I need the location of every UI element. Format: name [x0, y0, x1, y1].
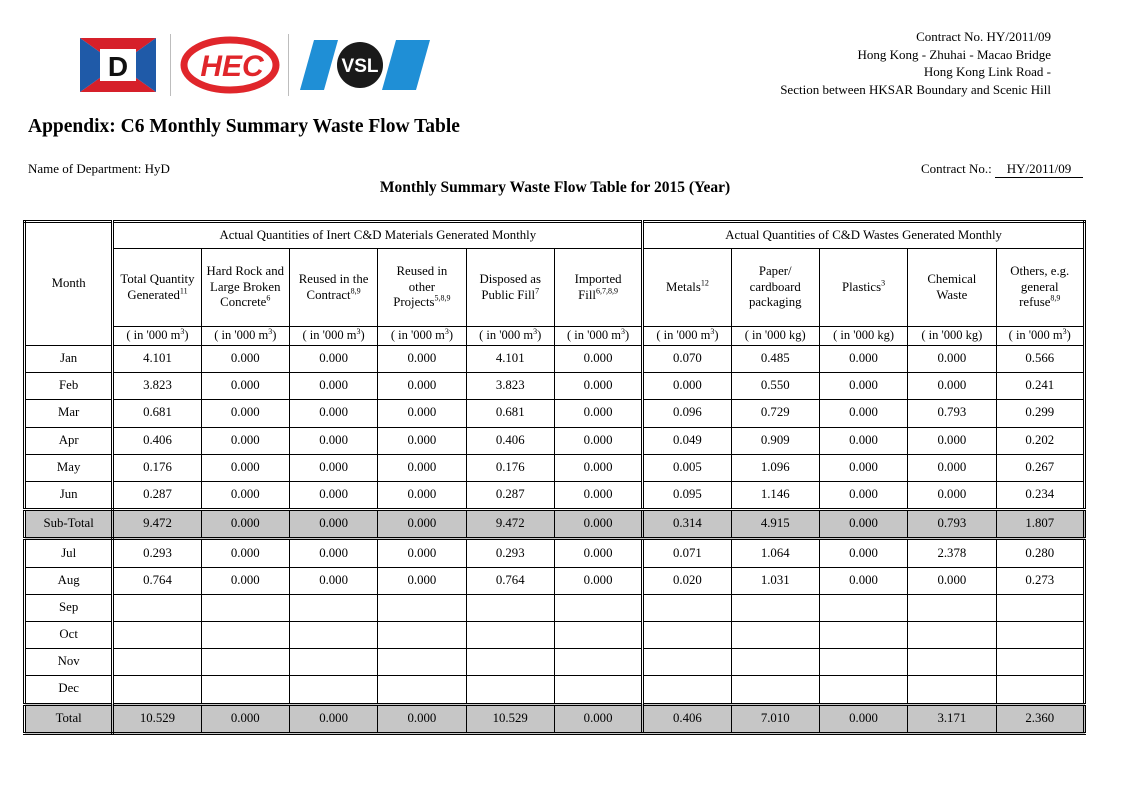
value-cell: 0.000	[289, 539, 377, 567]
value-cell: 0.000	[908, 346, 996, 373]
value-cell: 0.000	[554, 539, 642, 567]
value-cell: 0.000	[908, 454, 996, 481]
value-cell: 0.176	[466, 454, 554, 481]
value-cell: 0.020	[643, 567, 731, 594]
footnote-ref: 11	[179, 286, 188, 296]
month-row	[25, 539, 1085, 567]
value-cell: 0.000	[554, 510, 642, 539]
column-header-line: general	[1020, 279, 1059, 294]
footnote-ref: 6,7,8,9	[595, 286, 618, 296]
unit-text: )	[184, 328, 189, 343]
unit-label	[643, 327, 731, 346]
value-cell	[908, 676, 996, 704]
value-cell: 0.909	[731, 427, 819, 454]
value-cell	[554, 621, 642, 648]
department-name: Name of Department: HyD	[28, 161, 170, 176]
footnote-ref: 3	[620, 327, 625, 337]
value-cell: 0.293	[113, 539, 201, 567]
unit-label	[113, 327, 201, 346]
value-cell	[289, 594, 377, 621]
unit-text: )	[624, 328, 630, 343]
month-cell: Total	[25, 704, 113, 733]
appendix-title: Appendix: C6 Monthly Summary Waste Flow Table	[28, 116, 460, 137]
value-cell: 0.287	[466, 481, 554, 509]
value-cell: 1.807	[996, 510, 1084, 539]
value-cell: 0.000	[289, 510, 377, 539]
month-row	[25, 373, 1085, 400]
month-cell: Jul	[25, 539, 113, 567]
column-header	[731, 249, 819, 327]
unit-label	[378, 327, 466, 346]
month-cell: May	[25, 454, 113, 481]
unit-text: ( in '000 m	[126, 328, 181, 343]
value-cell: 0.280	[996, 539, 1084, 567]
value-cell	[378, 594, 466, 621]
value-cell: 0.000	[289, 373, 377, 400]
unit-text: )	[714, 328, 719, 343]
column-header	[996, 249, 1084, 327]
column-header-line: packaging	[748, 295, 802, 310]
value-cell: 0.000	[908, 567, 996, 594]
unit-text: ( in '000 kg)	[921, 328, 983, 343]
value-cell: 0.000	[819, 567, 907, 594]
month-row	[25, 676, 1085, 704]
value-cell: 0.000	[289, 481, 377, 509]
unit-label	[466, 327, 554, 346]
value-cell: 0.000	[289, 427, 377, 454]
column-header	[819, 249, 907, 327]
footnote-ref: 3	[356, 327, 361, 337]
column-header-line: refuse	[1019, 295, 1051, 310]
vsl-logo	[300, 40, 430, 90]
value-cell: 0.000	[378, 539, 466, 567]
unit-text: )	[537, 328, 542, 343]
footnote-ref: 6	[266, 294, 271, 304]
column-header	[201, 249, 289, 327]
value-cell	[996, 594, 1084, 621]
month-row	[25, 621, 1085, 648]
value-cell	[466, 676, 554, 704]
value-cell: 0.000	[201, 454, 289, 481]
value-cell	[731, 649, 819, 676]
value-cell: 0.000	[819, 400, 907, 427]
month-cell: Feb	[25, 373, 113, 400]
value-cell: 0.287	[113, 481, 201, 509]
d-letter: D	[107, 51, 129, 82]
unit-text: ( in '000 kg)	[744, 328, 806, 343]
value-cell	[466, 649, 554, 676]
column-header-line: Reused in	[396, 263, 448, 278]
value-cell: 2.360	[996, 704, 1084, 733]
value-cell: 3.823	[466, 373, 554, 400]
value-cell	[908, 621, 996, 648]
column-header-line: Imported	[574, 271, 622, 286]
value-cell: 9.472	[466, 510, 554, 539]
month-cell: Apr	[25, 427, 113, 454]
logo-divider	[170, 34, 171, 96]
month-row	[25, 594, 1085, 621]
value-cell: 0.000	[908, 427, 996, 454]
value-cell: 0.314	[643, 510, 731, 539]
value-cell: 0.000	[819, 454, 907, 481]
value-cell: 0.000	[378, 704, 466, 733]
unit-text: ( in '000 kg)	[833, 328, 895, 343]
column-header-line: Generated	[127, 287, 180, 302]
month-cell: Jun	[25, 481, 113, 509]
value-cell: 0.095	[643, 481, 731, 509]
column-header-line: Chemical	[927, 271, 977, 286]
value-cell: 2.378	[908, 539, 996, 567]
value-cell	[731, 594, 819, 621]
value-cell: 1.064	[731, 539, 819, 567]
month-cell: Aug	[25, 567, 113, 594]
month-cell: Dec	[25, 676, 113, 704]
value-cell	[113, 621, 201, 648]
value-cell: 0.000	[201, 427, 289, 454]
value-cell	[113, 594, 201, 621]
column-header-line: cardboard	[749, 279, 801, 294]
chec-logo	[180, 36, 280, 94]
value-cell: 0.000	[201, 510, 289, 539]
month-header: Month	[25, 222, 113, 346]
footnote-ref: 5,8,9	[434, 294, 451, 304]
value-cell: 0.000	[201, 567, 289, 594]
value-cell	[378, 649, 466, 676]
month-cell: Jan	[25, 346, 113, 373]
month-cell: Oct	[25, 621, 113, 648]
value-cell	[819, 649, 907, 676]
value-cell: 0.000	[289, 400, 377, 427]
value-cell: 0.049	[643, 427, 731, 454]
unit-label	[731, 327, 819, 346]
value-cell: 0.202	[996, 427, 1084, 454]
value-cell: 0.176	[113, 454, 201, 481]
value-cell: 0.681	[113, 400, 201, 427]
unit-label	[289, 327, 377, 346]
value-cell	[554, 594, 642, 621]
value-cell: 1.096	[731, 454, 819, 481]
value-cell: 0.000	[378, 567, 466, 594]
value-cell	[201, 676, 289, 704]
month-row	[25, 481, 1085, 509]
unit-text: )	[448, 328, 453, 343]
value-cell	[554, 649, 642, 676]
value-cell	[731, 676, 819, 704]
road-line: Hong Kong Link Road -	[923, 64, 1051, 79]
contract-number-value: HY/2011/09	[995, 161, 1083, 178]
value-cell: 0.299	[996, 400, 1084, 427]
value-cell: 0.406	[643, 704, 731, 733]
column-header-line: Metals	[666, 279, 701, 294]
month-row	[25, 567, 1085, 594]
column-header-line: Others, e.g.	[1010, 263, 1070, 278]
footnote-ref: 12	[700, 278, 709, 288]
value-cell: 0.566	[996, 346, 1084, 373]
column-header-line: Waste	[936, 287, 968, 302]
footnote-ref: 3	[444, 327, 449, 337]
value-cell	[819, 676, 907, 704]
value-cell: 0.000	[819, 346, 907, 373]
value-cell: 0.000	[819, 481, 907, 509]
unit-text: )	[272, 328, 277, 343]
value-cell: 0.000	[378, 400, 466, 427]
value-cell: 0.000	[378, 427, 466, 454]
unit-text: )	[1066, 328, 1071, 343]
footnote-ref: 8,9	[1050, 294, 1061, 304]
value-cell	[466, 621, 554, 648]
value-cell: 0.000	[378, 454, 466, 481]
value-cell	[289, 621, 377, 648]
value-cell: 0.000	[819, 704, 907, 733]
value-cell	[643, 676, 731, 704]
value-cell	[643, 621, 731, 648]
column-header	[113, 249, 201, 327]
vsl-text: VSL	[341, 56, 379, 77]
value-cell: 0.406	[466, 427, 554, 454]
section-line: Section between HKSAR Boundary and Scenic Hill	[780, 81, 1051, 97]
project-line: Hong Kong - Zhuhai - Macao Bridge	[857, 46, 1051, 62]
value-cell: 0.000	[819, 373, 907, 400]
value-cell: 0.681	[466, 400, 554, 427]
unit-label	[201, 327, 289, 346]
value-cell: 0.000	[819, 510, 907, 539]
value-cell: 0.000	[554, 704, 642, 733]
column-header-line: Concrete	[220, 295, 267, 310]
value-cell: 7.010	[731, 704, 819, 733]
inert-group-header: Actual Quantities of Inert C&D Materials Generated Monthly	[113, 222, 643, 249]
value-cell	[201, 594, 289, 621]
logo-divider	[288, 34, 289, 96]
column-header-line: Paper/	[758, 263, 792, 278]
footnote-ref: 3	[1062, 327, 1067, 337]
month-cell: Sub-Total	[25, 510, 113, 539]
unit-text: ( in '000 m	[390, 328, 445, 343]
column-header-line: Disposed as	[479, 271, 541, 286]
month-cell: Nov	[25, 649, 113, 676]
value-cell: 0.764	[113, 567, 201, 594]
value-cell	[201, 649, 289, 676]
contract-number-field	[921, 161, 1083, 178]
column-header	[378, 249, 466, 327]
column-header	[643, 249, 731, 327]
footnote-ref: 3	[881, 278, 886, 288]
unit-label	[554, 327, 642, 346]
value-cell	[996, 676, 1084, 704]
column-header-line: Fill	[578, 287, 596, 302]
column-header	[289, 249, 377, 327]
footnote-ref: 7	[535, 286, 540, 296]
unit-text: ( in '000 m	[214, 328, 269, 343]
value-cell	[201, 621, 289, 648]
unit-text: ( in '000 m	[302, 328, 357, 343]
value-cell: 0.764	[466, 567, 554, 594]
unit-label	[819, 327, 907, 346]
value-cell: 0.000	[289, 454, 377, 481]
column-header-line: Plastics	[841, 279, 882, 294]
footnote-ref: 3	[180, 327, 185, 337]
value-cell: 4.915	[731, 510, 819, 539]
value-cell: 0.000	[201, 704, 289, 733]
value-cell: 0.000	[201, 373, 289, 400]
value-cell	[996, 649, 1084, 676]
column-header-line: Hard Rock and	[206, 263, 285, 278]
value-cell: 0.000	[378, 510, 466, 539]
footnote-ref: 3	[268, 327, 273, 337]
value-cell: 1.031	[731, 567, 819, 594]
value-cell: 1.146	[731, 481, 819, 509]
subtotal-row	[25, 510, 1085, 539]
month-cell: Mar	[25, 400, 113, 427]
value-cell: 4.101	[466, 346, 554, 373]
column-header-line: Contract	[306, 287, 351, 302]
value-cell: 0.000	[289, 704, 377, 733]
value-cell: 0.071	[643, 539, 731, 567]
value-cell: 0.000	[554, 373, 642, 400]
value-cell: 0.550	[731, 373, 819, 400]
value-cell: 0.000	[289, 346, 377, 373]
hec-text: HEC	[200, 50, 264, 83]
month-row	[25, 427, 1085, 454]
column-header-line: Reused in the	[298, 271, 369, 286]
column-header	[908, 249, 996, 327]
value-cell: 0.241	[996, 373, 1084, 400]
value-cell	[554, 676, 642, 704]
column-header-line: other	[408, 279, 436, 294]
value-cell: 0.234	[996, 481, 1084, 509]
value-cell	[996, 621, 1084, 648]
value-cell: 0.000	[289, 567, 377, 594]
value-cell: 4.101	[113, 346, 201, 373]
contract-line: Contract No. HY/2011/09	[916, 29, 1051, 44]
value-cell: 0.000	[643, 373, 731, 400]
footnote-ref: 3	[710, 327, 715, 337]
value-cell: 0.406	[113, 427, 201, 454]
value-cell: 0.000	[554, 567, 642, 594]
value-cell	[113, 649, 201, 676]
month-row	[25, 649, 1085, 676]
value-cell: 3.171	[908, 704, 996, 733]
value-cell: 0.000	[554, 481, 642, 509]
month-row	[25, 400, 1085, 427]
value-cell: 0.000	[378, 346, 466, 373]
value-cell	[731, 621, 819, 648]
unit-text: ( in '000 m	[566, 328, 621, 343]
footnote-ref: 8,9	[350, 286, 361, 296]
value-cell	[643, 594, 731, 621]
column-header-line: Public Fill	[481, 287, 536, 302]
value-cell: 0.000	[554, 427, 642, 454]
value-cell: 0.096	[643, 400, 731, 427]
waste-flow-table	[23, 220, 1086, 735]
value-cell	[289, 649, 377, 676]
column-header	[554, 249, 642, 327]
contract-number-label: Contract No.:	[920, 161, 992, 176]
value-cell: 9.472	[113, 510, 201, 539]
value-cell	[378, 676, 466, 704]
waste-group-header: Actual Quantities of C&D Wastes Generated Monthly	[643, 222, 1085, 249]
value-cell: 0.000	[201, 481, 289, 509]
value-cell: 0.293	[466, 539, 554, 567]
value-cell	[819, 621, 907, 648]
value-cell	[378, 621, 466, 648]
column-header-line: Projects	[393, 295, 435, 310]
value-cell	[466, 594, 554, 621]
unit-text: ( in '000 m	[479, 328, 534, 343]
value-cell: 0.000	[554, 400, 642, 427]
total-row	[25, 704, 1085, 733]
value-cell: 10.529	[113, 704, 201, 733]
value-cell	[289, 676, 377, 704]
value-cell: 3.823	[113, 373, 201, 400]
value-cell: 0.267	[996, 454, 1084, 481]
column-header-line: Total Quantity	[120, 271, 195, 286]
unit-label	[908, 327, 996, 346]
value-cell: 0.000	[554, 346, 642, 373]
column-header-line: Large Broken	[210, 279, 281, 294]
value-cell	[819, 594, 907, 621]
column-header	[466, 249, 554, 327]
value-cell: 0.000	[554, 454, 642, 481]
unit-label	[996, 327, 1084, 346]
dragages-logo	[80, 38, 156, 92]
footnote-ref: 3	[533, 327, 538, 337]
value-cell: 0.005	[643, 454, 731, 481]
month-row	[25, 346, 1085, 373]
value-cell: 0.000	[201, 346, 289, 373]
unit-text: ( in '000 m	[656, 328, 711, 343]
value-cell: 0.000	[819, 539, 907, 567]
month-cell: Sep	[25, 594, 113, 621]
value-cell: 0.000	[201, 539, 289, 567]
value-cell: 0.000	[908, 481, 996, 509]
month-row	[25, 454, 1085, 481]
value-cell: 0.273	[996, 567, 1084, 594]
value-cell: 0.000	[819, 427, 907, 454]
unit-text: )	[360, 328, 365, 343]
value-cell: 0.070	[643, 346, 731, 373]
value-cell	[908, 594, 996, 621]
value-cell: 0.000	[378, 373, 466, 400]
value-cell	[908, 649, 996, 676]
contract-header	[780, 28, 1051, 98]
unit-text: ( in '000 m	[1008, 328, 1063, 343]
value-cell: 0.485	[731, 346, 819, 373]
value-cell	[113, 676, 201, 704]
table-title: Monthly Summary Waste Flow Table for 2015 (Year)	[379, 179, 731, 196]
value-cell: 0.793	[908, 400, 996, 427]
value-cell: 10.529	[466, 704, 554, 733]
value-cell: 0.000	[201, 400, 289, 427]
value-cell: 0.729	[731, 400, 819, 427]
value-cell	[643, 649, 731, 676]
value-cell: 0.793	[908, 510, 996, 539]
value-cell: 0.000	[378, 481, 466, 509]
value-cell: 0.000	[908, 373, 996, 400]
